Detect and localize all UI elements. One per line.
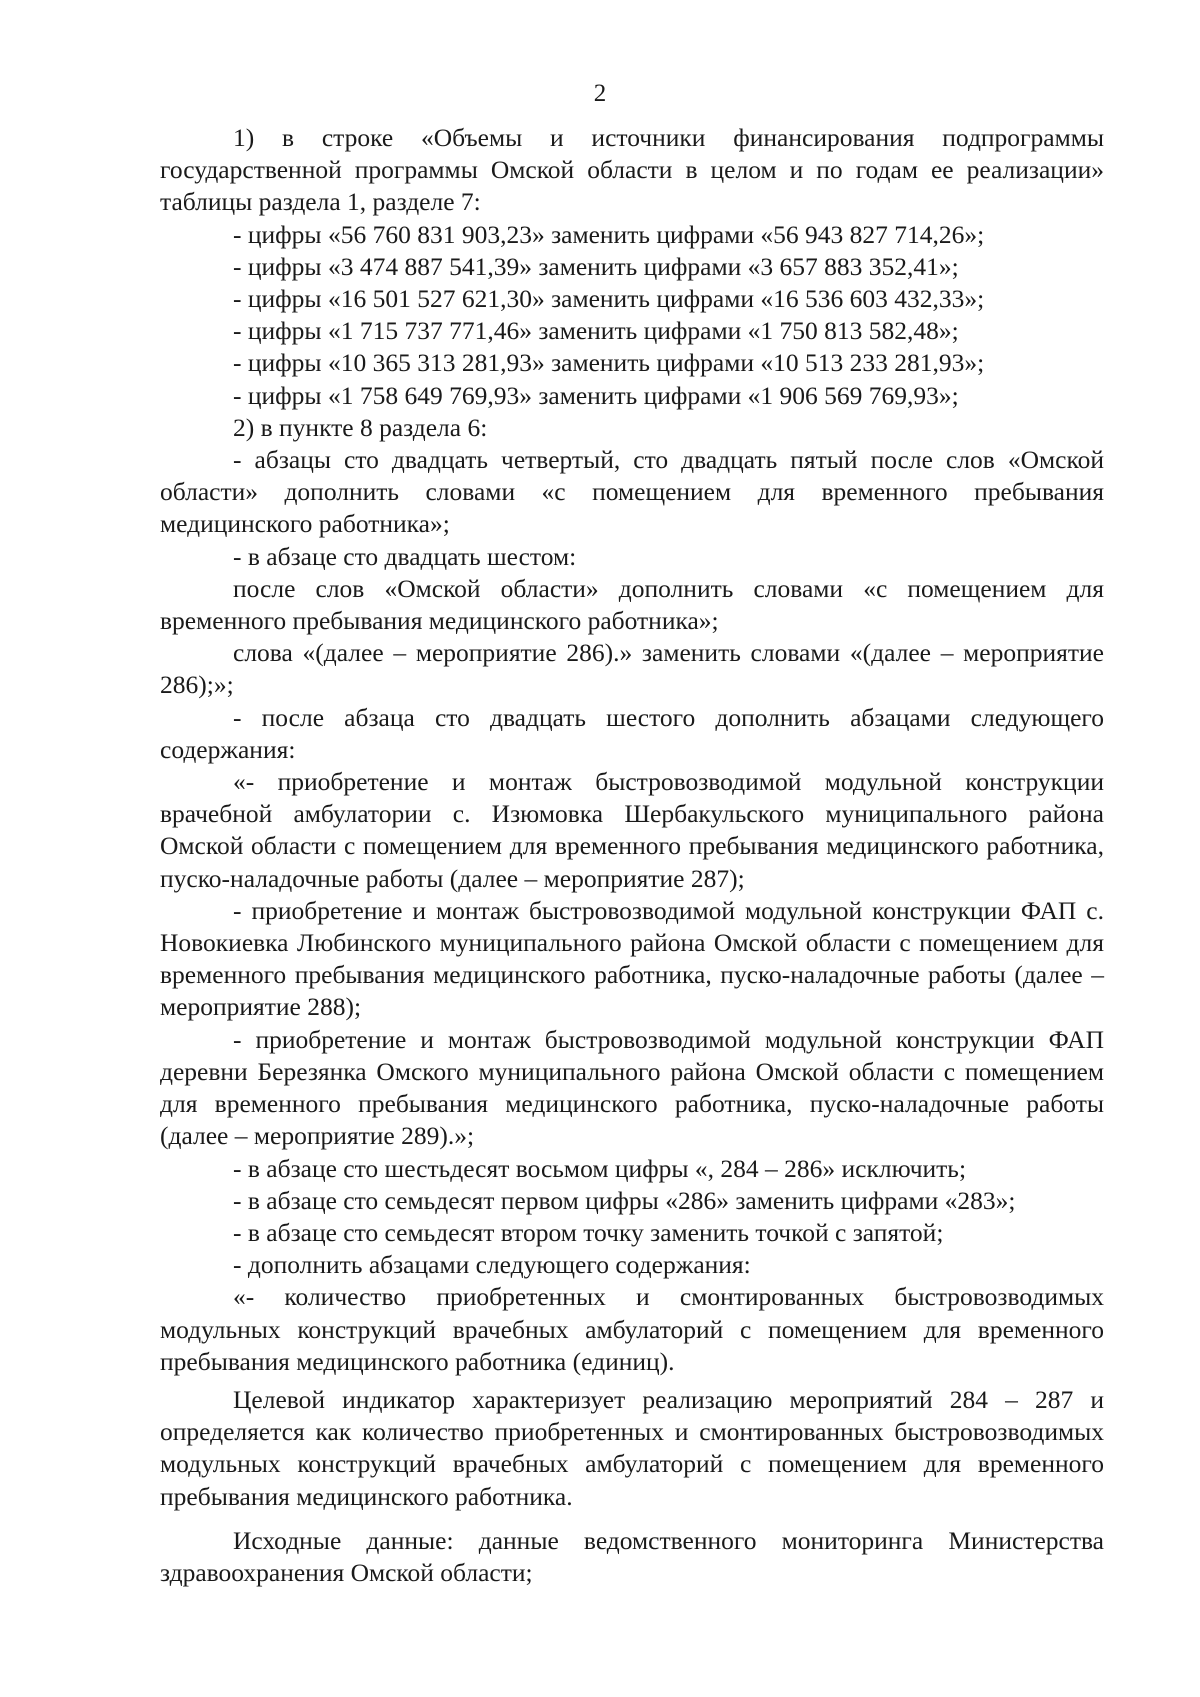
page-number: 2 [593,80,607,107]
paragraph-measure-287: «- приобретение и монтаж быстровозводимой модульной конструкции врачебной амбулатории с. Изюмовка Шербакульского муниципального района Омской области с помещением для временного пребывания медицинского работника, пуско-наладочные работы (далее – мероприятие 287); [160,767,1104,893]
paragraph-replace-figures-5: - цифры «10 365 313 281,93» заменить цифрами «10 513 233 281,93»; [233,348,985,378]
document-body [160,122,1104,1589]
paragraph-paragraph-171: - в абзаце сто семьдесят первом цифры «286» заменить цифрами «283»; [233,1185,1016,1215]
paragraph-indicator-description: Целевой индикатор характеризует реализацию мероприятий 284 – 287 и определяется как количество приобретенных и смонтированных быстровозводимых модульных конструкций врачебных амбулаторий с помещением для временного пребывания медицинского работника. [160,1384,1104,1511]
paragraph-after-words: после слов «Омской области» дополнить словами «с помещением для временного пребывания медицинского работника»; [160,573,1104,636]
paragraph-replace-figures-1: - цифры «56 760 831 903,23» заменить цифрами «56 943 827 714,26»; [233,219,985,249]
paragraph-replace-words: слова «(далее – мероприятие 286).» заменить словами «(далее – мероприятие 286);»; [160,638,1104,700]
paragraph-item-1-financing: 1) в строке «Объемы и источники финансирования подпрограммы государственной программы Омской области в целом и по годам ее реализации» таблицы раздела 1, разделе 7: [160,123,1104,217]
paragraph-measure-289: - приобретение и монтаж быстровозводимой модульной конструкции ФАП деревни Березянка Омского муниципального района Омской области с помещением для временного пребывания медицинского работника, пуско-наладочные работы (далее – мероприятие 289).»; [160,1024,1104,1151]
paragraph-indicator-quantity: «- количество приобретенных и смонтированных быстровозводимых модульных конструкций врачебных амбулаторий с помещением для временного пребывания медицинского работника (единиц). [160,1282,1104,1376]
paragraph-add-after-126: - после абзаца сто двадцать шестого дополнить абзацами следующего содержания: [160,702,1104,764]
paragraph-item-2-section-6: 2) в пункте 8 раздела 6: [233,412,488,442]
paragraph-replace-figures-3: - цифры «16 501 527 621,30» заменить цифрами «16 536 603 432,33»; [233,284,985,314]
paragraph-paragraph-172: - в абзаце сто семьдесят втором точку заменить точкой с запятой; [233,1217,944,1247]
paragraph-replace-figures-4: - цифры «1 715 737 771,46» заменить цифрами «1 750 813 582,48»; [233,316,959,346]
paragraph-paragraphs-124-125: - абзацы сто двадцать четвертый, сто двадцать пятый после слов «Омской области» дополнить словами «с помещением для временного пребывания медицинского работника»; [160,445,1104,539]
paragraph-replace-figures-2: - цифры «3 474 887 541,39» заменить цифрами «3 657 883 352,41»; [233,251,959,281]
paragraph-measure-288: - приобретение и монтаж быстровозводимой модульной конструкции ФАП с. Новокиевка Любинского муниципального района Омской области с помещением для временного пребывания медицинского работника, пуско-наладочные работы (далее – мероприятие 288); [160,895,1104,1022]
paragraph-source-data: Исходные данные: данные ведомственного мониторинга Министерства здравоохранения Омской области; [160,1525,1104,1587]
paragraph-add-paragraphs: - дополнить абзацами следующего содержания: [233,1250,751,1280]
paragraph-paragraph-126: - в абзаце сто двадцать шестом: [233,541,577,571]
paragraph-replace-figures-6: - цифры «1 758 649 769,93» заменить цифрами «1 906 569 769,93»; [233,380,959,410]
paragraph-paragraph-168: - в абзаце сто шестьдесят восьмом цифры «, 284 – 286» исключить; [233,1153,967,1183]
